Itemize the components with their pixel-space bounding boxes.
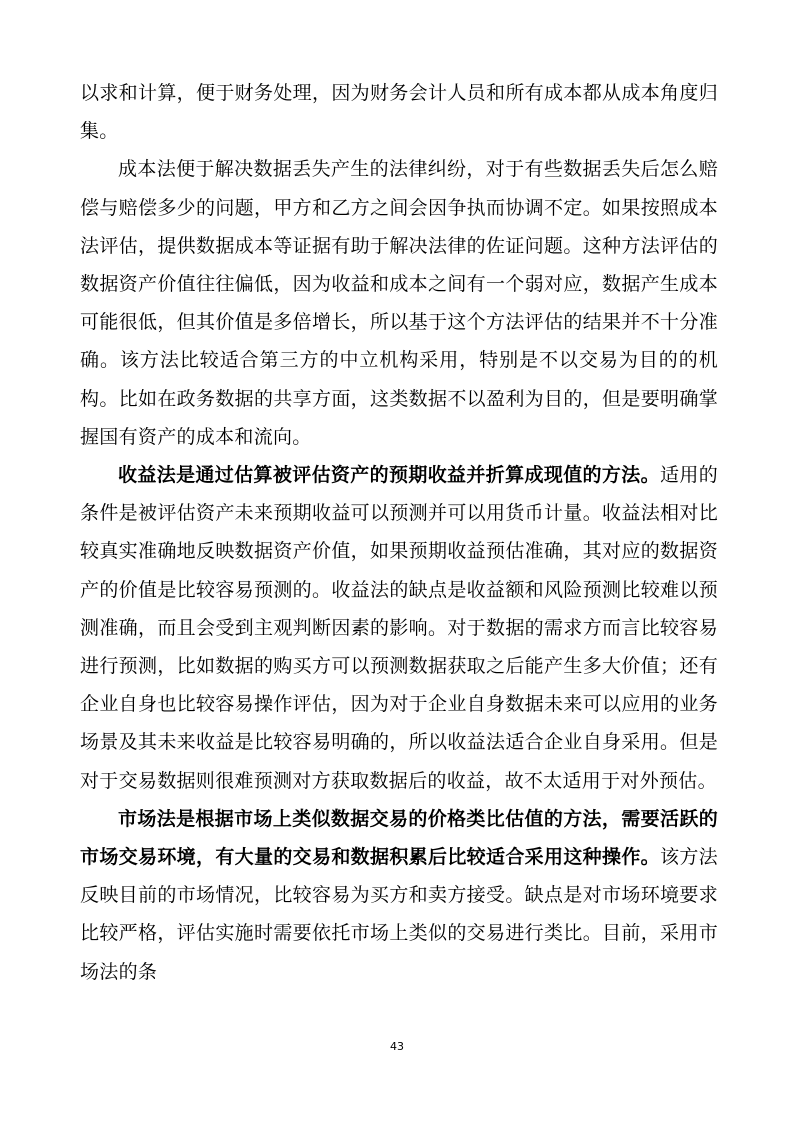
paragraph-3-text: 适用的条件是被评估资产未来预期收益可以预测并可以用货币计量。收益法相对比较真实准确地反映数据资产价值，如果预期收益预估准确，其对应的数据资产的价值是比较容易预测的。收益法的缺点是收益额和风险预测比较难以预测准确，而且会受到主观判断因素的影响。对于数据的需求方而言比较容易进行预测，比如数据的购买方可以预测数据获取之后能产生多大价值；还有企业自身也比较容易操作评估，因为对于企业自身数据未来可以应用的业务场景及其未来收益是比较容易明确的，所以收益法适合企业自身采用。但是对于交易数据则很难预测对方获取数据后的收益，故不太适用于对外预估。 [80, 464, 718, 792]
paragraph-3-bold-lead: 收益法是通过估算被评估资产的预期收益并折算成现值的方法。 [118, 464, 660, 487]
paragraph-2-text: 成本法便于解决数据丢失产生的法律纠纷，对于有些数据丢失后怎么赔偿与赔偿多少的问题，甲方和乙方之间会因争执而协调不定。如果按照成本法评估，提供数据成本等证据有助于解决法律的佐证问题。这种方法评估的数据资产价值往往偏低，因为收益和成本之间有一个弱对应，数据产生成本可能很低，但其价值是多倍增长，所以基于这个方法评估的结果并不十分准确。该方法比较适合第三方的中立机构采用，特别是不以交易为目的的机构。比如在政务数据的共享方面，这类数据不以盈利为目的，但是要明确掌握国有资产的成本和流向。 [80, 158, 718, 448]
document-body [80, 74, 718, 991]
paragraph-4-text: 该方法反映目前的市场情况，比较容易为买方和卖方接受。缺点是对市场环境要求比较严格，评估实施时需要依托市场上类似的交易进行类比。目前，采用市场法的条 [80, 846, 718, 983]
paragraph-4 [80, 800, 718, 991]
paragraph-3 [80, 456, 718, 800]
paragraph-1-text: 以求和计算，便于财务处理，因为财务会计人员和所有成本都从成本角度归集。 [80, 82, 718, 143]
page-number: 43 [390, 1040, 404, 1053]
paragraph-4-bold-lead: 市场法是根据市场上类似数据交易的价格类比估值的方法，需要活跃的市场交易环境，有大量的交易和数据积累后比较适合采用这种操作。 [80, 807, 718, 869]
paragraph-1 [80, 74, 718, 150]
paragraph-2 [80, 150, 718, 456]
